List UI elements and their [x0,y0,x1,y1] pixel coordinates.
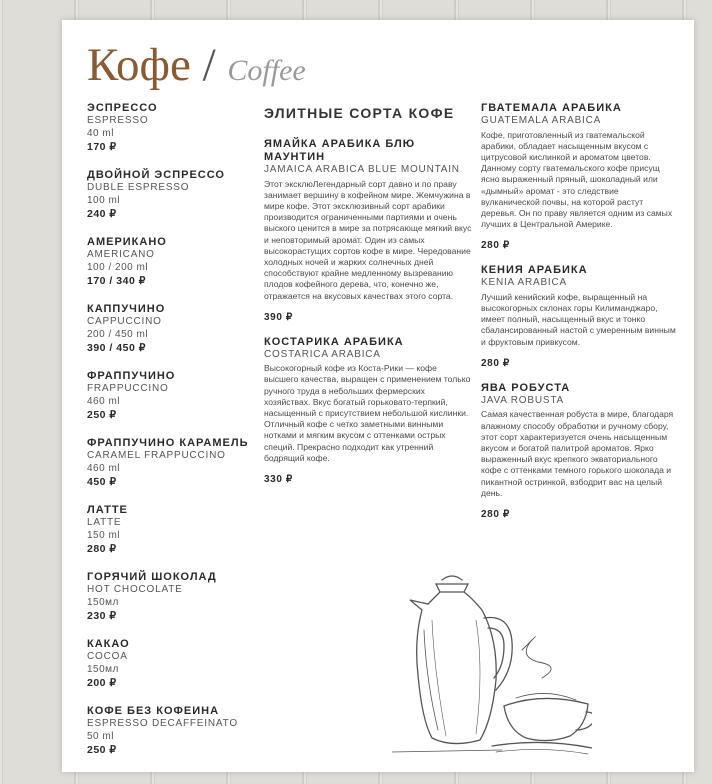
menu-item [87,437,257,489]
item-description: Высокогорный кофе из Коста-Рики — кофе высшего качества, выращен с применением только ручного труда в небольших фермерских хозяйствах. Вкус богатый горьковато-терпкий, насыщенный с присутствием небольшой кислинки. Отличный кофе с четко заметными винными нотками и мягким вкусом с оттенками острых специй. Прекрасно подходит как утренний бодрящий кофе. [264,363,471,463]
item-name-en: DUBLE ESPRESSO [87,182,190,193]
item-volume: 40 ml [87,127,114,139]
elite-item [481,102,676,251]
item-volume: 460 ml [87,462,121,474]
item-name: ФРАППУЧИНО [87,370,176,382]
item-name: ФРАППУЧИНО КАРАМЕЛЬ [87,437,249,449]
item-price: 450 ₽ [87,476,117,488]
title-en: Coffee [227,54,306,87]
item-name: КОСТАРИКА АРАБИКА [264,335,404,348]
item-description: Кофе, приготовленный из гватемальской арабики, обладает насыщенным вкусом с цитрусовой кислинкой и ароматом цветов. Данному сорту гватемальского кофе присущ ясно выраженный пряный, шоколадный или «дымный» аромат - это следствие вулканической почвы, на которой растут деревья. Он по праву является одним из самых лучших в Центральной Америке. [481,129,673,230]
menu-item [87,303,257,355]
menu-item [87,571,257,623]
item-price: 170 / 340 ₽ [87,275,146,287]
item-name: ДВОЙНОЙ ЭСПРЕССО [87,169,225,181]
item-name: ЯВА РОБУСТА [481,381,571,394]
title-separator: / [202,39,216,91]
elite-item [481,382,676,520]
elite-coffee-column [264,102,472,498]
item-volume: 150мл [87,663,119,675]
item-description: Этот эксклюЛегендарный сорт давно и по праву занимает вершину в кофейном мире. Жемчужина в мире кофе. Этот эксклюзивный сорт арабики производится ограниченными партиями и очень выского ценится в мире за потрясающе мягкий вкус и неповторимый аромат. Один из самых высокорастущих сортов кофе в мире. Чередование холодных ночей и жарких солнечных дней способствуют крайне медленному вызреванию плодов кофейного дерева, что, конечно же, отражается на вкусовых качествах этого сорта. [264,178,472,301]
elite-item [264,336,472,485]
elite-coffee-column-2 [481,102,676,533]
page-title [87,37,306,99]
item-name-en: CAPPUCCINO [87,316,162,327]
item-volume: 50 ml [87,730,114,742]
item-name-en: COSTARICA ARABICA [264,348,381,360]
item-volume: 150мл [87,596,119,608]
item-price: 390 ₽ [264,311,293,323]
elite-item [264,138,472,323]
item-name: КАППУЧИНО [87,303,166,315]
item-price: 230 ₽ [87,610,117,622]
menu-item [87,370,257,422]
menu-item [87,102,257,154]
item-name: ЯМАЙКА АРАБИКА БЛЮ МАУНТИН [264,138,416,163]
menu-item [87,169,257,221]
item-name: ГОРЯЧИЙ ШОКОЛАД [87,571,217,583]
item-name-en: COCOA [87,651,128,662]
item-name-en: JAVA ROBUSTA [481,394,564,406]
item-volume: 200 / 450 ml [87,328,149,340]
item-volume: 460 ml [87,395,121,407]
item-name-en: KENIA ARABICA [481,277,567,289]
elite-heading: ЭЛИТНЫЕ СОРТА КОФЕ [264,105,455,121]
item-name: КАКАО [87,638,130,650]
item-price: 240 ₽ [87,208,117,220]
menu-item [87,236,257,288]
item-volume: 100 ml [87,194,121,206]
item-volume: 100 / 200 ml [87,261,149,273]
item-name-en: JAMAICA ARABICA BLUE MOUNTAIN [264,164,460,175]
menu-item [87,638,257,690]
item-name: ЛАТТЕ [87,504,128,516]
item-name-en: LATTE [87,517,122,528]
item-price: 390 / 450 ₽ [87,342,146,354]
item-price: 330 ₽ [264,474,293,486]
item-name-en: ESPRESSO DECAFFEINATO [87,718,238,729]
item-description: Лучший кенийский кофе, выращенный на высокогорных склонах горы Килиманджаро, имеет полный, насыщенный вкус и тонко сбалансированный настой с умеренным винным и фруктовым привкусом. [481,291,676,347]
item-name: АМЕРИКАНО [87,236,167,248]
item-name-en: FRAPPUCCINO [87,383,169,394]
menu-item [87,504,257,556]
menu-page [62,20,694,772]
item-name: КЕНИЯ АРАБИКА [481,264,588,277]
item-name: ГВАТЕМАЛА АРАБИКА [481,102,622,114]
item-price: 280 ₽ [481,240,510,252]
item-name-en: HOT CHOCOLATE [87,584,183,595]
item-name-en: CARAMEL FRAPPUCCINO [87,450,226,461]
basic-coffee-column [87,102,257,772]
item-volume: 150 ml [87,529,121,541]
item-description: Самая качественная робуста в мире, благодаря влажному способу обработки и ручному сбору, этот сорт характеризуется очень насыщенным вкусом и богатой палитрой ароматов. Ярко выраженный вкус крепкого экваториального кофе с оттенками темного горького шоколада и пикантной остринкой, взбодрит вас на целый день. [481,409,674,498]
item-price: 280 ₽ [87,543,117,555]
item-price: 200 ₽ [87,677,117,689]
item-name-en: ESPRESSO [87,115,149,126]
title-ru: Кофе [87,39,191,91]
item-name-en: GUATEMALA ARABICA [481,115,602,126]
elite-item [481,264,676,369]
item-price: 170 ₽ [87,141,117,153]
menu-item [87,705,257,757]
item-name-en: AMERICANO [87,249,155,260]
item-price: 250 ₽ [87,744,117,756]
item-price: 250 ₽ [87,409,117,421]
item-price: 280 ₽ [481,508,510,520]
item-price: 280 ₽ [481,357,510,369]
coffee-pot-illustration [392,570,592,770]
item-name: ЭСПРЕССО [87,102,158,114]
item-name: КОФЕ БЕЗ КОФЕИНА [87,705,220,717]
